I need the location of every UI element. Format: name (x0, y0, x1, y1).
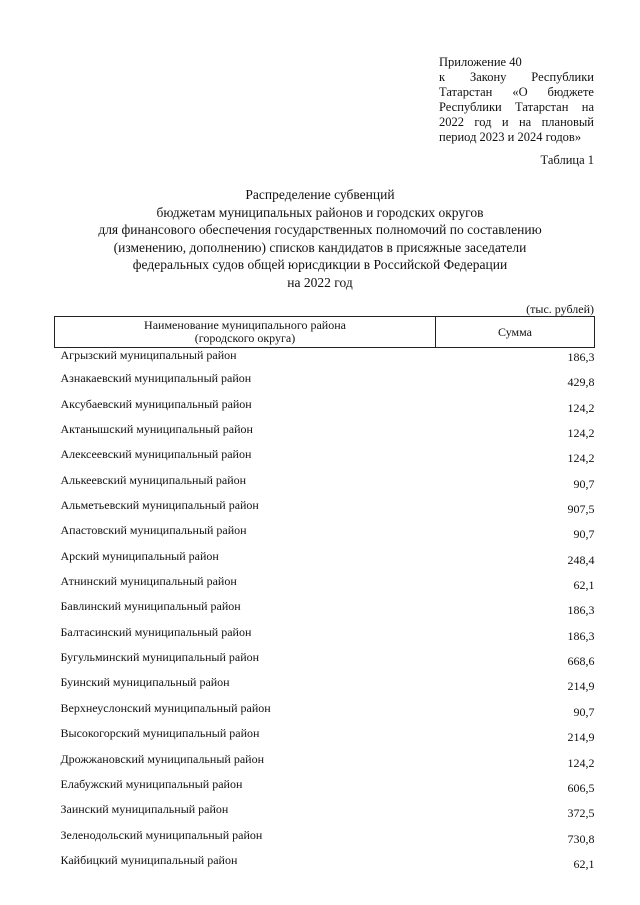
appendix-word: Татарстан (439, 85, 493, 99)
subvention-amount: 124,2 (567, 400, 595, 415)
table-row (55, 498, 595, 523)
subvention-amount: 62,1 (573, 578, 595, 593)
subvention-amount: 214,9 (567, 730, 595, 745)
table-number: Таблица 1 (540, 153, 594, 167)
table-row (55, 599, 595, 624)
column-header-name-line2: (городского округа) (194, 331, 296, 345)
district-name: Верхнеуслонский муниципальный район (60, 700, 271, 715)
column-header-name-line1: Наименование муниципального района (144, 318, 346, 332)
table-row (55, 574, 595, 599)
table-row (55, 802, 595, 827)
appendix-word: к (439, 70, 446, 84)
appendix-word: и (501, 115, 509, 129)
appendix-line (439, 70, 594, 85)
table-row (55, 828, 595, 853)
appendix-word: «О (512, 85, 528, 99)
district-name: Агрызский муниципальный район (60, 348, 237, 362)
appendix-word: на (518, 115, 532, 129)
district-name: Азнакаевский муниципальный район (60, 371, 252, 386)
district-name: Кайбицкий муниципальный район (60, 852, 238, 867)
appendix-word: Республики (531, 70, 594, 84)
table-row (55, 625, 595, 650)
column-header-sum: Сумма (436, 317, 595, 348)
district-name: Арский муниципальный район (60, 548, 219, 563)
table-row (55, 752, 595, 777)
district-name: Алексеевский муниципальный район (60, 447, 252, 462)
subvention-amount: 668,6 (567, 654, 595, 669)
appendix-line: период 2023 и 2024 годов» (439, 130, 582, 144)
district-name: Бавлинский муниципальный район (60, 599, 241, 614)
appendix-word: Татарстан (515, 100, 569, 114)
subvention-amount: 186,3 (567, 350, 595, 364)
subvention-amount: 124,2 (567, 426, 595, 441)
subvention-amount: 90,7 (573, 704, 595, 719)
appendix-word: бюджете (547, 85, 594, 99)
district-name: Зеленодольский муниципальный район (60, 827, 263, 842)
subvention-amount: 907,5 (567, 502, 595, 517)
table-row (55, 447, 595, 472)
table-body (55, 348, 595, 879)
appendix-word: плановый (541, 115, 594, 129)
appendix-word: Республики (439, 100, 502, 114)
subvention-amount: 124,2 (567, 451, 595, 466)
table-row (55, 473, 595, 498)
table-header-row (55, 317, 595, 348)
table-row (55, 675, 595, 700)
subvention-amount: 90,7 (573, 476, 595, 491)
appendix-word: год (474, 115, 492, 129)
subvention-amount: 186,3 (567, 628, 595, 643)
subvention-amount: 730,8 (567, 831, 595, 846)
appendix-line: Приложение 40 (439, 55, 522, 69)
appendix-line (439, 85, 594, 100)
table-row (55, 701, 595, 726)
district-name: Высокогорский муниципальный район (60, 726, 260, 741)
title-line: для финансового обеспечения государственных полномочий по составлению (98, 222, 542, 238)
subvention-amount: 62,1 (573, 856, 595, 871)
district-name: Актанышский муниципальный район (60, 422, 253, 437)
subvention-amount: 248,4 (567, 552, 595, 567)
district-name: Апастовский муниципальный район (60, 523, 247, 538)
district-name: Алькеевский муниципальный район (60, 472, 247, 487)
table-row (55, 853, 595, 878)
appendix-word: на (581, 100, 594, 114)
table-row (55, 650, 595, 675)
units-label: (тыс. рублей) (526, 302, 594, 316)
table-row (55, 523, 595, 548)
district-name: Буинский муниципальный район (60, 675, 230, 690)
district-name: Балтасинский муниципальный район (60, 624, 252, 639)
subvention-amount: 90,7 (573, 527, 595, 542)
district-name: Заинский муниципальный район (60, 802, 229, 817)
title-line: Распределение субвенций (245, 187, 395, 202)
appendix-block (439, 55, 594, 145)
table-row (55, 348, 595, 372)
table-row (55, 777, 595, 802)
subventions-table (54, 316, 595, 878)
appendix-word: Закону (469, 70, 507, 84)
appendix-line (439, 100, 594, 115)
title-line: федеральных судов общей юрисдикции в Российской Федерации (132, 257, 508, 273)
district-name: Альметьевский муниципальный район (60, 498, 259, 513)
table-row (55, 397, 595, 422)
column-header-name (55, 317, 436, 348)
table-row (55, 726, 595, 751)
subvention-amount: 186,3 (567, 603, 595, 618)
subvention-amount: 429,8 (567, 375, 595, 390)
subvention-amount: 606,5 (567, 780, 595, 795)
table-row (55, 371, 595, 396)
district-name: Атнинский муниципальный район (60, 574, 237, 589)
subvention-amount: 124,2 (567, 755, 595, 770)
district-name: Елабужский муниципальный район (60, 776, 243, 791)
title-line: бюджетам муниципальных районов и городских округов (156, 204, 484, 220)
title-line: (изменению, дополнению) списков кандидатов в присяжные заседатели (113, 239, 527, 255)
appendix-line (439, 115, 594, 130)
district-name: Бугульминский муниципальный район (60, 650, 260, 665)
district-name: Дрожжановский муниципальный район (60, 751, 264, 766)
table-row (55, 422, 595, 447)
title-line: на 2022 год (287, 274, 353, 290)
district-name: Аксубаевский муниципальный район (60, 396, 252, 411)
table-row (55, 549, 595, 574)
subvention-amount: 372,5 (567, 806, 595, 821)
subvention-amount: 214,9 (567, 679, 595, 694)
appendix-word: 2022 (439, 115, 464, 129)
document-title (40, 186, 600, 292)
